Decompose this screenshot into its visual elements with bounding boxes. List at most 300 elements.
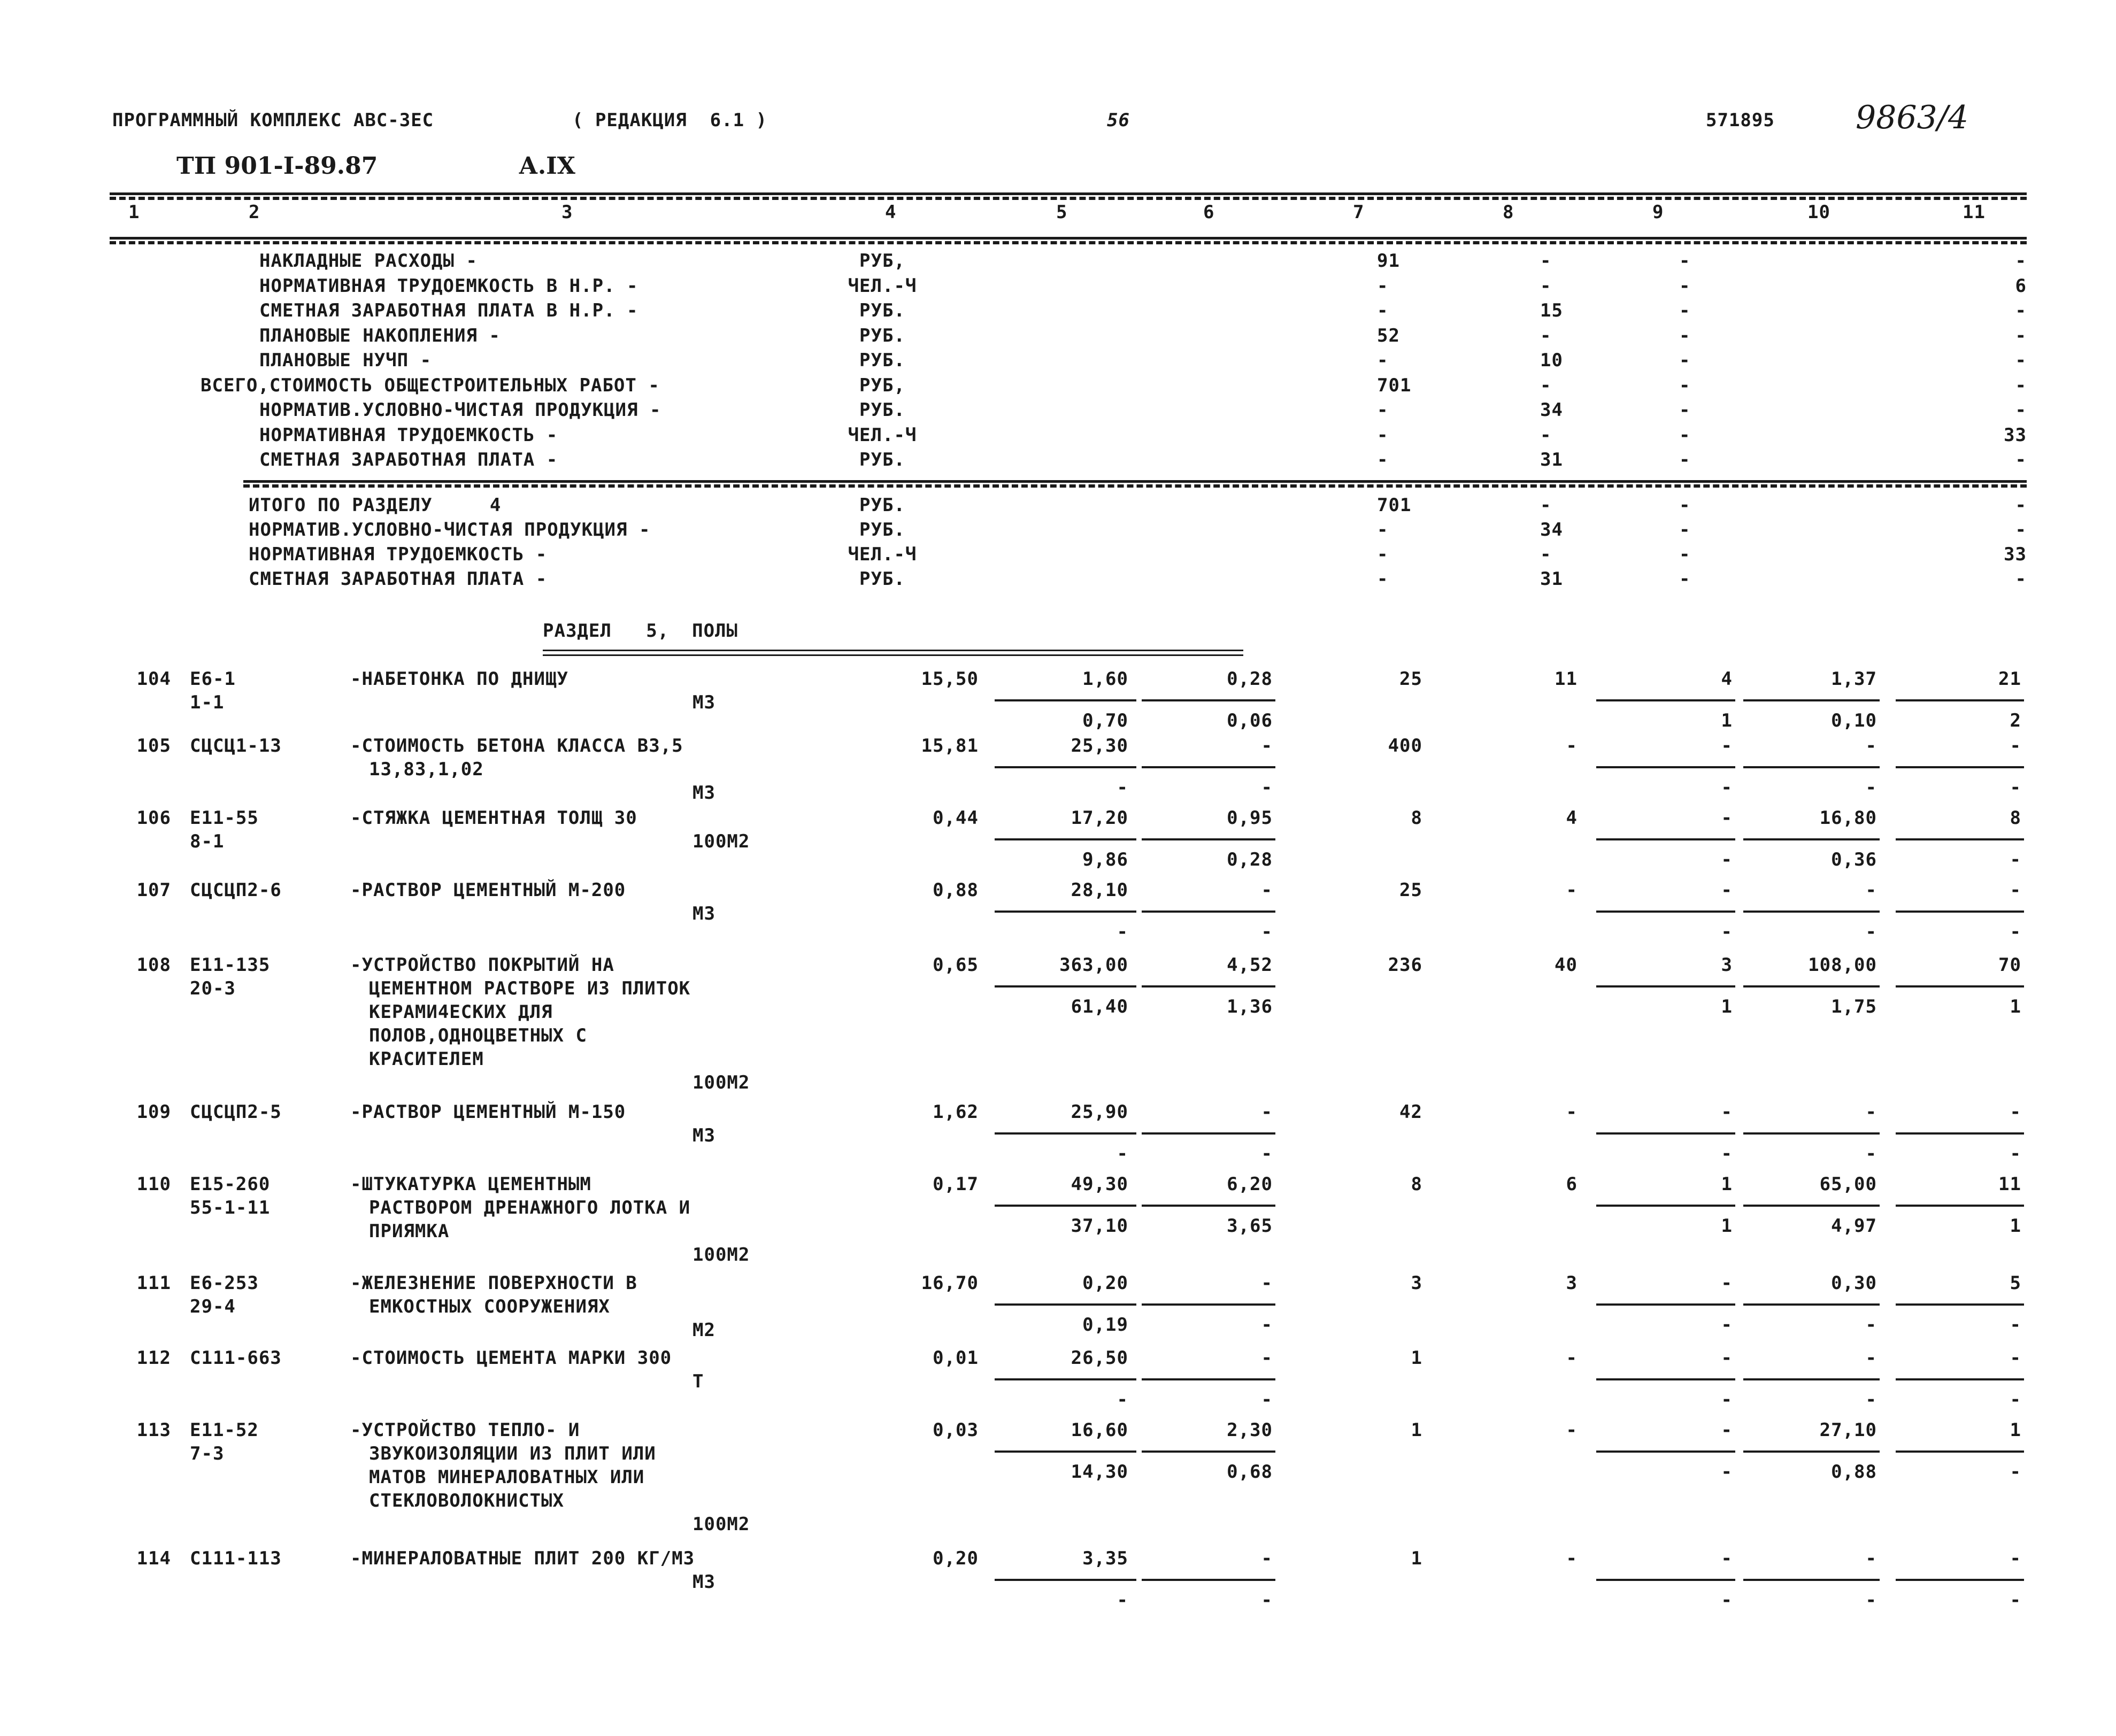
overhead-row-label: НОРМАТИВ.УСЛОВНО-ЧИСТАЯ ПРОДУКЦИЯ - (259, 399, 661, 421)
item-col6-upper: - (1261, 1548, 1273, 1569)
item-code: СЦСЦП2-5 (190, 1101, 282, 1123)
item-col5-upper: 25,30 (1071, 735, 1128, 757)
item-col5-lower: 9,86 (1082, 849, 1128, 870)
item-col9-upper: 3 (1721, 954, 1733, 976)
total-row-col7: - (1377, 544, 1389, 565)
overhead-row-unit: РУБ. (859, 350, 905, 371)
item-unit: 100М2 (692, 1514, 750, 1535)
overhead-row-col7: - (1377, 399, 1389, 421)
item-col7: 25 (1399, 668, 1422, 690)
item-col10-upper: 27,10 (1819, 1419, 1877, 1441)
overhead-row-col9: - (1679, 325, 1691, 346)
item-col6-upper: - (1261, 1272, 1273, 1294)
item-col10-upper: - (1865, 735, 1877, 757)
column-header: 4 (885, 202, 897, 223)
item-col11-lower: - (2010, 1389, 2021, 1410)
item-unit: 100М2 (692, 1072, 750, 1093)
item-col10-rule (1743, 1132, 1880, 1135)
item-col10-rule (1743, 1579, 1880, 1581)
overhead-row-label: СМЕТНАЯ ЗАРАБОТНАЯ ПЛАТА - (259, 449, 558, 470)
item-code: СЦСЦП2-6 (190, 879, 282, 901)
overhead-row-unit: РУБ. (859, 399, 905, 421)
total-row-col9: - (1679, 495, 1691, 516)
overhead-row-col11: 33 (2004, 424, 2027, 446)
overhead-row-label: ВСЕГО,СТОИМОСТЬ ОБЩЕСТРОИТЕЛЬНЫХ РАБОТ - (201, 374, 660, 396)
item-col10-upper: 1,37 (1831, 668, 1877, 690)
item-col9-upper: - (1721, 1347, 1733, 1369)
item-col10-lower: 0,88 (1831, 1461, 1877, 1483)
item-col5-lower: - (1117, 921, 1128, 943)
item-col7: 3 (1411, 1272, 1422, 1294)
item-col5-upper: 16,60 (1071, 1419, 1128, 1441)
item-col5-rule (995, 699, 1136, 701)
item-quantity: 0,65 (933, 954, 979, 976)
overhead-row-col8: - (1540, 275, 1552, 297)
item-col9-upper: - (1721, 807, 1733, 829)
overhead-row-col7: 52 (1377, 325, 1400, 346)
item-col5-rule (995, 985, 1136, 987)
item-col11-lower: 2 (2010, 710, 2021, 731)
total-row-col8: 31 (1540, 568, 1563, 590)
item-unit: 100М2 (692, 831, 750, 852)
total-separator-dash (243, 484, 2027, 488)
overhead-row-unit: РУБ, (859, 374, 905, 396)
item-col11-upper: 5 (2010, 1272, 2021, 1294)
item-col6-rule (1142, 838, 1275, 840)
item-number: 108 (136, 954, 171, 976)
item-col7: 8 (1411, 1174, 1422, 1195)
item-col11-rule (1896, 838, 2024, 840)
item-col6-upper: - (1261, 1347, 1273, 1369)
item-col10-lower: - (1865, 1590, 1877, 1611)
item-col10-upper: - (1865, 879, 1877, 901)
column-header: 5 (1056, 202, 1068, 223)
item-code: 29-4 (190, 1296, 236, 1317)
item-col11-rule (1896, 985, 2024, 987)
item-col9-lower: - (1721, 921, 1733, 943)
item-col9-lower: - (1721, 1314, 1733, 1336)
item-col11-upper: 11 (1998, 1174, 2021, 1195)
item-col5-lower: 0,70 (1082, 710, 1128, 731)
item-code: Е11-52 (190, 1419, 259, 1441)
item-col8: - (1566, 879, 1578, 901)
item-col10-upper: - (1865, 1548, 1877, 1569)
item-col11-upper: 1 (2010, 1419, 2021, 1441)
item-col11-lower: - (2010, 777, 2021, 798)
column-header: 8 (1503, 202, 1514, 223)
item-number: 104 (136, 668, 171, 690)
item-col5-upper: 363,00 (1059, 954, 1128, 976)
item-col6-rule (1142, 1132, 1275, 1135)
item-col5-lower: - (1117, 777, 1128, 798)
item-col6-rule (1142, 699, 1275, 701)
item-quantity: 0,01 (933, 1347, 979, 1369)
item-col6-upper: - (1261, 1101, 1273, 1123)
item-col10-upper: 65,00 (1819, 1174, 1877, 1195)
item-unit: М3 (692, 1125, 715, 1146)
header-bottom-rule (110, 237, 2027, 240)
item-col5-rule (995, 1303, 1136, 1306)
item-col11-rule (1896, 1303, 2024, 1306)
total-row-label: НОРМАТИВ.УСЛОВНО-ЧИСТАЯ ПРОДУКЦИЯ - (249, 519, 651, 541)
item-col10-rule (1743, 911, 1880, 913)
item-col5-upper: 28,10 (1071, 879, 1128, 901)
item-col8: 11 (1555, 668, 1578, 690)
item-col11-rule (1896, 1579, 2024, 1581)
column-header: 9 (1652, 202, 1664, 223)
item-col7: 400 (1388, 735, 1422, 757)
overhead-row-label: ПЛАНОВЫЕ НАКОПЛЕНИЯ - (259, 325, 501, 346)
total-row-col9: - (1679, 519, 1691, 541)
item-col6-lower: - (1261, 1314, 1273, 1336)
item-col9-lower: 1 (1721, 1215, 1733, 1237)
item-code: 8-1 (190, 831, 225, 852)
item-col11-upper: - (2010, 1347, 2021, 1369)
item-description: МАТОВ МИНЕРАЛОВАТНЫХ ИЛИ (369, 1467, 645, 1488)
item-col9-lower: - (1721, 1143, 1733, 1164)
item-col5-upper: 17,20 (1071, 807, 1128, 829)
item-col9-rule (1596, 911, 1735, 913)
total-row-label: ИТОГО ПО РАЗДЕЛУ 4 (249, 495, 502, 516)
item-col6-lower: 0,28 (1227, 849, 1273, 870)
overhead-row-col7: 701 (1377, 374, 1412, 396)
item-col9-lower: - (1721, 1461, 1733, 1483)
item-col9-lower: - (1721, 777, 1733, 798)
program-title: ПРОГРАММНЫЙ КОМПЛЕКС АВС-3ЕС (112, 110, 434, 131)
item-code: Е6-253 (190, 1272, 259, 1294)
item-code: 1-1 (190, 692, 225, 713)
item-col9-rule (1596, 1579, 1735, 1581)
item-col5-rule (995, 1450, 1136, 1453)
overhead-row-unit: РУБ. (859, 325, 905, 346)
item-code: 20-3 (190, 978, 236, 999)
item-col6-lower: 3,65 (1227, 1215, 1273, 1237)
item-col6-upper: 0,95 (1227, 807, 1273, 829)
item-description: -УСТРОЙСТВО ТЕПЛО- И (350, 1419, 580, 1441)
item-col11-lower: - (2010, 1143, 2021, 1164)
item-col6-lower: 1,36 (1227, 996, 1273, 1017)
overhead-row-col11: - (2015, 374, 2027, 396)
item-number: 111 (136, 1272, 171, 1294)
overhead-row-col7: - (1377, 449, 1389, 470)
item-unit: М3 (692, 692, 715, 713)
item-quantity: 0,88 (933, 879, 979, 901)
item-col6-lower: - (1261, 777, 1273, 798)
item-col11-upper: 70 (1998, 954, 2021, 976)
item-col10-rule (1743, 1378, 1880, 1380)
item-col8: - (1566, 1548, 1578, 1569)
total-row-label: НОРМАТИВНАЯ ТРУДОЕМКОСТЬ - (249, 544, 548, 565)
item-col5-upper: 3,35 (1082, 1548, 1128, 1569)
item-col9-rule (1596, 838, 1735, 840)
header-bottom-dash (110, 241, 2027, 244)
item-col10-upper: 108,00 (1808, 954, 1877, 976)
column-header: 3 (561, 202, 573, 223)
overhead-row-col8: - (1540, 325, 1552, 346)
item-col6-rule (1142, 1450, 1275, 1453)
item-col10-lower: - (1865, 777, 1877, 798)
item-col6-upper: - (1261, 879, 1273, 901)
item-col8: 40 (1555, 954, 1578, 976)
item-col10-lower: 4,97 (1831, 1215, 1877, 1237)
item-col11-lower: - (2010, 1461, 2021, 1483)
item-col11-upper: - (2010, 1548, 2021, 1569)
item-description: КРАСИТЕЛЕМ (369, 1048, 484, 1070)
overhead-row-unit: РУБ. (859, 449, 905, 470)
item-description: -УСТРОЙСТВО ПОКРЫТИЙ НА (350, 954, 614, 976)
item-quantity: 0,03 (933, 1419, 979, 1441)
item-number: 112 (136, 1347, 171, 1369)
column-header: 7 (1353, 202, 1365, 223)
handwritten-reference: 9863/4 (1856, 99, 1969, 136)
column-header: 2 (249, 202, 260, 223)
overhead-row-label: ПЛАНОВЫЕ НУЧП - (259, 350, 432, 371)
item-col9-lower: 1 (1721, 996, 1733, 1017)
item-col6-rule (1142, 766, 1275, 768)
item-col6-upper: 2,30 (1227, 1419, 1273, 1441)
overhead-row-unit: РУБ, (859, 250, 905, 272)
item-col9-rule (1596, 1378, 1735, 1380)
item-col10-upper: 0,30 (1831, 1272, 1877, 1294)
item-col6-rule (1142, 1303, 1275, 1306)
item-unit: М3 (692, 903, 715, 924)
overhead-row-col8: 10 (1540, 350, 1563, 371)
overhead-row-unit: РУБ. (859, 300, 905, 321)
overhead-row-col7: - (1377, 275, 1389, 297)
item-col9-rule (1596, 1132, 1735, 1135)
item-code: Е15-260 (190, 1174, 271, 1195)
item-col11-rule (1896, 1132, 2024, 1135)
item-code: Е11-55 (190, 807, 259, 829)
item-col6-lower: - (1261, 921, 1273, 943)
overhead-row-col9: - (1679, 300, 1691, 321)
overhead-row-label: НОРМАТИВНАЯ ТРУДОЕМКОСТЬ - (259, 424, 558, 446)
item-col10-rule (1743, 699, 1880, 701)
item-col6-rule (1142, 1378, 1275, 1380)
total-row-unit: ЧЕЛ.-Ч (848, 544, 917, 565)
item-col8: - (1566, 735, 1578, 757)
item-quantity: 16,70 (921, 1272, 979, 1294)
overhead-row-label: СМЕТНАЯ ЗАРАБОТНАЯ ПЛАТА В Н.Р. - (259, 300, 638, 321)
item-number: 114 (136, 1548, 171, 1569)
item-col10-lower: - (1865, 1143, 1877, 1164)
overhead-row-col9: - (1679, 350, 1691, 371)
item-col7: 1 (1411, 1347, 1422, 1369)
page-number: 56 (1107, 110, 1130, 131)
item-col10-rule (1743, 838, 1880, 840)
item-col11-rule (1896, 766, 2024, 768)
item-description: РАСТВОРОМ ДРЕНАЖНОГО ЛОТКА И (369, 1197, 691, 1218)
item-col6-lower: - (1261, 1143, 1273, 1164)
item-col10-rule (1743, 1205, 1880, 1207)
total-separator-rule (243, 480, 2027, 483)
item-col10-rule (1743, 985, 1880, 987)
item-col5-rule (995, 1378, 1136, 1380)
total-row-col8: - (1540, 544, 1552, 565)
item-col11-lower: 1 (2010, 1215, 2021, 1237)
document-code: 571895 (1706, 110, 1775, 131)
item-col9-upper: 4 (1721, 668, 1733, 690)
overhead-row-label: НОРМАТИВНАЯ ТРУДОЕМКОСТЬ В Н.Р. - (259, 275, 638, 297)
item-col5-upper: 0,20 (1082, 1272, 1128, 1294)
section-title: РАЗДЕЛ 5, ПОЛЫ (543, 620, 738, 642)
item-col6-upper: 6,20 (1227, 1174, 1273, 1195)
overhead-row-col7: - (1377, 300, 1389, 321)
item-col11-rule (1896, 911, 2024, 913)
item-col6-lower: - (1261, 1389, 1273, 1410)
item-col9-rule (1596, 1450, 1735, 1453)
item-col9-lower: 1 (1721, 710, 1733, 731)
item-unit: М3 (692, 1571, 715, 1593)
overhead-row-col11: - (2015, 449, 2027, 470)
item-number: 107 (136, 879, 171, 901)
item-code: С111-113 (190, 1548, 282, 1569)
item-col6-rule (1142, 985, 1275, 987)
item-col10-lower: - (1865, 921, 1877, 943)
item-description: ПРИЯМКА (369, 1221, 450, 1242)
item-unit: М2 (692, 1320, 715, 1341)
item-col5-rule (995, 766, 1136, 768)
item-number: 110 (136, 1174, 171, 1195)
item-col9-rule (1596, 1205, 1735, 1207)
overhead-row-col8: 15 (1540, 300, 1563, 321)
item-col8: 4 (1566, 807, 1578, 829)
overhead-row-col9: - (1679, 275, 1691, 297)
item-col11-upper: 21 (1998, 668, 2021, 690)
overhead-row-col9: - (1679, 449, 1691, 470)
item-col5-lower: - (1117, 1389, 1128, 1410)
item-description: -СТЯЖКА ЦЕМЕНТНАЯ ТОЛЩ 30 (350, 807, 637, 829)
item-number: 106 (136, 807, 171, 829)
item-col9-rule (1596, 985, 1735, 987)
total-row-unit: РУБ. (859, 519, 905, 541)
overhead-row-col11: - (2015, 250, 2027, 272)
item-col5-lower: 14,30 (1071, 1461, 1128, 1483)
item-col7: 42 (1399, 1101, 1422, 1123)
item-col7: 1 (1411, 1548, 1422, 1569)
item-col10-lower: 0,10 (1831, 710, 1877, 731)
item-number: 113 (136, 1419, 171, 1441)
item-description: ЦЕМЕНТНОМ РАСТВОРЕ ИЗ ПЛИТОК (369, 978, 691, 999)
item-col11-lower: - (2010, 1590, 2021, 1611)
table-top-rule (110, 192, 2027, 195)
item-col6-lower: 0,06 (1227, 710, 1273, 731)
item-col11-lower: - (2010, 921, 2021, 943)
item-description: 13,83,1,02 (369, 759, 484, 780)
item-col11-lower: - (2010, 1314, 2021, 1336)
item-col11-rule (1896, 699, 2024, 701)
item-col10-lower: - (1865, 1314, 1877, 1336)
item-col9-upper: - (1721, 1272, 1733, 1294)
item-col8: - (1566, 1419, 1578, 1441)
item-col10-lower: 1,75 (1831, 996, 1877, 1017)
item-quantity: 0,17 (933, 1174, 979, 1195)
overhead-row-col8: 34 (1540, 399, 1563, 421)
item-code: Е11-135 (190, 954, 271, 976)
overhead-row-col9: - (1679, 424, 1691, 446)
item-description: -СТОИМОСТЬ БЕТОНА КЛАССА В3,5 (350, 735, 683, 757)
total-row-col11: - (2015, 495, 2027, 516)
item-col5-rule (995, 838, 1136, 840)
item-description: КЕРАМИ4ЕСКИХ ДЛЯ (369, 1001, 553, 1023)
total-row-col7: - (1377, 519, 1389, 541)
item-description: -ЖЕЛЕЗНЕНИЕ ПОВЕРХНОСТИ В (350, 1272, 637, 1294)
item-col5-upper: 25,90 (1071, 1101, 1128, 1123)
total-row-col8: - (1540, 495, 1552, 516)
edition-label: ( РЕДАКЦИЯ 6.1 ) (572, 110, 767, 131)
item-col6-rule (1142, 1579, 1275, 1581)
item-col8: - (1566, 1101, 1578, 1123)
total-row-unit: РУБ. (859, 568, 905, 590)
item-col10-rule (1743, 766, 1880, 768)
item-description: -ШТУКАТУРКА ЦЕМЕНТНЫМ (350, 1174, 591, 1195)
item-description: ЗВУКОИЗОЛЯЦИИ ИЗ ПЛИТ ИЛИ (369, 1443, 656, 1464)
overhead-row-col7: - (1377, 424, 1389, 446)
item-number: 105 (136, 735, 171, 757)
item-code: СЦСЦ1-13 (190, 735, 282, 757)
item-col8: 6 (1566, 1174, 1578, 1195)
item-col7: 1 (1411, 1419, 1422, 1441)
item-description: ЕМКОСТНЫХ СООРУЖЕНИЯХ (369, 1296, 610, 1317)
total-row-col11: 33 (2004, 544, 2027, 565)
item-col11-lower: 1 (2010, 996, 2021, 1017)
item-col5-upper: 1,60 (1082, 668, 1128, 690)
overhead-row-col9: - (1679, 374, 1691, 396)
item-col7: 25 (1399, 879, 1422, 901)
item-description: -МИНЕРАЛОВАТНЫЕ ПЛИТ 200 КГ/М3 (350, 1548, 695, 1569)
item-col10-upper: - (1865, 1347, 1877, 1369)
item-description: -РАСТВОР ЦЕМЕНТНЫЙ М-200 (350, 879, 626, 901)
overhead-row-col8: - (1540, 374, 1552, 396)
item-col11-upper: - (2010, 1101, 2021, 1123)
item-col5-lower: - (1117, 1590, 1128, 1611)
item-col5-rule (995, 1205, 1136, 1207)
item-col5-rule (995, 911, 1136, 913)
item-col10-rule (1743, 1303, 1880, 1306)
item-col6-lower: 0,68 (1227, 1461, 1273, 1483)
column-header: 11 (1963, 202, 1986, 223)
item-col10-upper: 16,80 (1819, 807, 1877, 829)
item-col7: 8 (1411, 807, 1422, 829)
total-row-col7: 701 (1377, 495, 1412, 516)
item-quantity: 15,81 (921, 735, 979, 757)
item-col9-upper: - (1721, 1419, 1733, 1441)
item-col11-rule (1896, 1378, 2024, 1380)
item-col9-upper: - (1721, 879, 1733, 901)
item-code: 7-3 (190, 1443, 225, 1464)
item-number: 109 (136, 1101, 171, 1123)
item-quantity: 0,20 (933, 1548, 979, 1569)
item-col5-rule (995, 1579, 1136, 1581)
item-col9-upper: - (1721, 1548, 1733, 1569)
overhead-row-col11: - (2015, 325, 2027, 346)
item-col9-lower: - (1721, 849, 1733, 870)
item-col5-lower: 0,19 (1082, 1314, 1128, 1336)
column-header: 6 (1203, 202, 1215, 223)
overhead-row-col11: - (2015, 399, 2027, 421)
item-code: 55-1-11 (190, 1197, 271, 1218)
item-col10-upper: - (1865, 1101, 1877, 1123)
item-col9-lower: - (1721, 1590, 1733, 1611)
item-description: ПОЛОВ,ОДНОЦВЕТНЫХ С (369, 1025, 587, 1046)
project-code: ТП 901-I-89.87 (176, 152, 378, 180)
overhead-row-col9: - (1679, 250, 1691, 272)
item-unit: М3 (692, 782, 715, 804)
item-quantity: 1,62 (933, 1101, 979, 1123)
overhead-row-col11: - (2015, 350, 2027, 371)
total-row-col11: - (2015, 519, 2027, 541)
item-col6-upper: - (1261, 735, 1273, 757)
